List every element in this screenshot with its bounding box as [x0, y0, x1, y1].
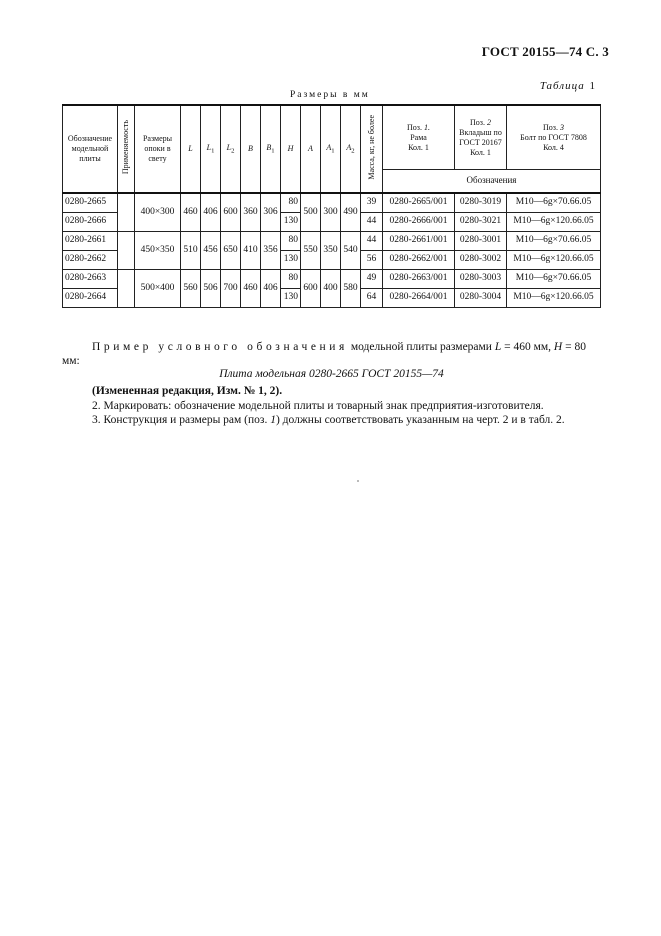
speck — [357, 480, 359, 482]
row-A1: 350 — [321, 232, 341, 270]
example-spaced: Пример условного обозначения — [92, 341, 348, 353]
header-A1: $A_1$ — [321, 105, 341, 193]
header-B1: $B_1$ — [261, 105, 281, 193]
row-A: 500 — [301, 193, 321, 232]
row-A: 550 — [301, 232, 321, 270]
row-H: 130 — [281, 213, 301, 232]
row-insert: 0280-3003 — [455, 270, 507, 289]
row-code: 0280-2666 — [63, 213, 118, 232]
header-A: A — [301, 105, 321, 193]
row-applicability — [118, 232, 135, 270]
row-L1: 406 — [201, 193, 221, 232]
row-L: 460 — [181, 193, 201, 232]
row-frame: 0280-2666/001 — [383, 213, 455, 232]
row-code: 0280-2663 — [63, 270, 118, 289]
row-L: 560 — [181, 270, 201, 308]
row-B: 410 — [241, 232, 261, 270]
item-2: 2. Маркировать: обозначение модельной плиты и товарный знак предприятия-изготовителя. — [92, 400, 544, 412]
row-mass: 39 — [361, 193, 383, 213]
header-L: L — [181, 105, 201, 193]
row-H: 80 — [281, 232, 301, 251]
row-bolt: М10—6g×70.66.05 — [507, 270, 601, 289]
row-B1: 406 — [261, 270, 281, 308]
row-frame: 0280-2663/001 — [383, 270, 455, 289]
header-designation: Обозначение модельной плиты — [63, 105, 118, 193]
row-A1: 300 — [321, 193, 341, 232]
row-A2: 540 — [341, 232, 361, 270]
row-H: 80 — [281, 193, 301, 213]
row-insert: 0280-3004 — [455, 289, 507, 308]
header-pos3: Поз. 3 Болт по ГОСТ 7808 Кол. 4 — [507, 105, 601, 170]
row-B1: 306 — [261, 193, 281, 232]
row-applicability — [118, 193, 135, 232]
table-label-number: 1 — [589, 80, 597, 92]
row-frame: 0280-2661/001 — [383, 232, 455, 251]
row-B: 460 — [241, 270, 261, 308]
row-L1: 456 — [201, 232, 221, 270]
example-designation: Плита модельная 0280-2665 ГОСТ 20155—74 — [219, 368, 444, 380]
row-A1: 400 — [321, 270, 341, 308]
item-3: 3. Конструкция и размеры рам (поз. 1) должны соответствовать указанным на черт. 2 и в табл. 2. — [92, 414, 565, 426]
dimensions-table — [62, 104, 601, 308]
row-code: 0280-2664 — [63, 289, 118, 308]
row-L2: 600 — [221, 193, 241, 232]
row-mass: 56 — [361, 251, 383, 270]
row-bolt: М10—6g×70.66.05 — [507, 193, 601, 213]
header-H: H — [281, 105, 301, 193]
table-row — [63, 232, 601, 251]
row-frame: 0280-2664/001 — [383, 289, 455, 308]
header-A2: $A_2$ — [341, 105, 361, 193]
row-L1: 506 — [201, 270, 221, 308]
row-mass: 44 — [361, 213, 383, 232]
header-designations: Обозначения — [383, 170, 601, 194]
table-header-row — [63, 105, 601, 170]
row-bolt: М10—6g×120.66.05 — [507, 289, 601, 308]
row-bolt: М10—6g×70.66.05 — [507, 232, 601, 251]
row-A2: 490 — [341, 193, 361, 232]
row-insert: 0280-3001 — [455, 232, 507, 251]
row-B1: 356 — [261, 232, 281, 270]
row-H: 80 — [281, 270, 301, 289]
row-size: 450×350 — [135, 232, 181, 270]
row-A: 600 — [301, 270, 321, 308]
row-insert: 0280-3021 — [455, 213, 507, 232]
row-mass: 64 — [361, 289, 383, 308]
row-bolt: М10—6g×120.66.05 — [507, 213, 601, 232]
row-H: 130 — [281, 289, 301, 308]
row-L: 510 — [181, 232, 201, 270]
row-size: 500×400 — [135, 270, 181, 308]
row-code: 0280-2662 — [63, 251, 118, 270]
header-L1: $L_1$ — [201, 105, 221, 193]
header-flask-size: Размеры опоки в свету — [135, 105, 181, 193]
header-B: B — [241, 105, 261, 193]
row-mass: 44 — [361, 232, 383, 251]
table-row — [63, 270, 601, 289]
row-code: 0280-2665 — [63, 193, 118, 213]
row-bolt: М10—6g×120.66.05 — [507, 251, 601, 270]
header-applicability: Применяемость — [118, 105, 135, 193]
row-mass: 49 — [361, 270, 383, 289]
header-mass: Масса, кг, не более — [361, 105, 383, 193]
header-pos1: Поз. 1. Рама Кол. 1 — [383, 105, 455, 170]
row-code: 0280-2661 — [63, 232, 118, 251]
table-row — [63, 193, 601, 213]
header-L2: $L_2$ — [221, 105, 241, 193]
edition-note: (Измененная редакция, Изм. № 1, 2). — [92, 385, 283, 397]
header-pos2: Поз. 2 Вкладыш по ГОСТ 20167 Кол. 1 — [455, 105, 507, 170]
row-B: 360 — [241, 193, 261, 232]
table-label-word: Таблица — [539, 80, 585, 92]
row-insert: 0280-3002 — [455, 251, 507, 270]
row-frame: 0280-2665/001 — [383, 193, 455, 213]
row-L2: 650 — [221, 232, 241, 270]
row-size: 400×300 — [135, 193, 181, 232]
table-label — [540, 80, 597, 92]
row-applicability — [118, 270, 135, 308]
row-H: 130 — [281, 251, 301, 270]
row-insert: 0280-3019 — [455, 193, 507, 213]
sizes-caption: Размеры в мм — [290, 90, 370, 100]
page-header: ГОСТ 20155—74 С. 3 — [481, 44, 609, 59]
row-frame: 0280-2662/001 — [383, 251, 455, 270]
row-A2: 580 — [341, 270, 361, 308]
row-L2: 700 — [221, 270, 241, 308]
example-paragraph: Пример условного обозначения модельной плиты размерами L = 460 мм, H = 80 мм: — [62, 341, 586, 367]
